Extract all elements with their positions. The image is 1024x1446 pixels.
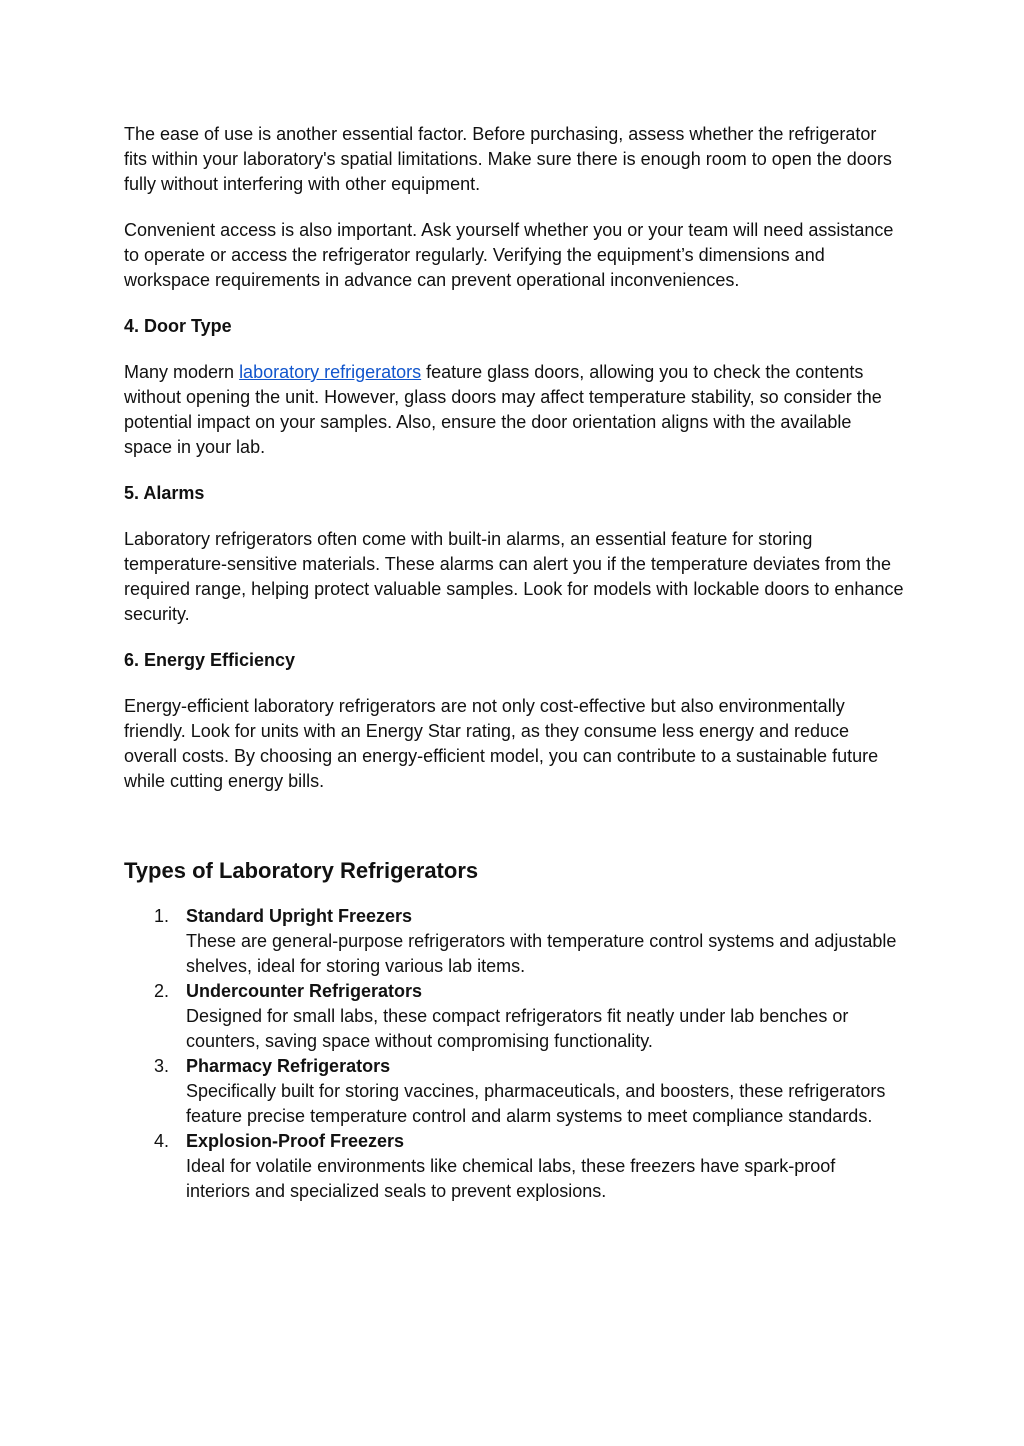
list-item-number: 4. (154, 1131, 170, 1151)
door-type-text-after: feature glass doors, allowing you to check the contents without opening the unit. However, glass doors may affect temperature stability, so consider the potential impact on your samples. Also, ensure the door orientation aligns with the available space in your lab. (124, 362, 882, 457)
alarms-heading: 5. Alarms (124, 483, 205, 503)
list-item (124, 1129, 904, 1204)
alarms-paragraph: Laboratory refrigerators often come with built-in alarms, an essential feature for storing temperature-sensitive materials. These alarms can alert you if the temperature deviates from the required range, helping protect valuable samples. Look for models with lockable doors to enhance security. (124, 529, 904, 624)
list-item (124, 1054, 904, 1129)
intro-paragraph-1: The ease of use is another essential factor. Before purchasing, assess whether the refrigerator fits within your laboratory's spatial limitations. Make sure there is enough room to open the doors fully without interfering with other equipment. (124, 124, 892, 194)
list-item-description: Ideal for volatile environments like chemical labs, these freezers have spark-proof interiors and specialized seals to prevent explosions. (186, 1156, 836, 1201)
list-item-number: 1. (154, 906, 170, 926)
laboratory-refrigerators-link[interactable]: laboratory refrigerators (239, 362, 422, 382)
document-page (124, 122, 904, 1204)
door-type-text-before: Many modern (124, 362, 240, 382)
list-item-description: Specifically built for storing vaccines, pharmaceuticals, and boosters, these refrigerators feature precise temperature control and alarm systems to meet compliance standards. (186, 1081, 886, 1126)
list-item-number: 2. (154, 981, 170, 1001)
list-item-title: Standard Upright Freezers (186, 906, 413, 926)
list-item-description: These are general-purpose refrigerators with temperature control systems and adjustable shelves, ideal for storing various lab items. (186, 931, 897, 976)
intro-paragraph-2: Convenient access is also important. Ask yourself whether you or your team will need assistance to operate or access the refrigerator regularly. Verifying the equipment’s dimensions and workspace requirements in advance can prevent operational inconveniences. (124, 220, 894, 290)
types-section-title: Types of Laboratory Refrigerators (124, 858, 479, 883)
list-item (124, 979, 904, 1054)
energy-efficiency-paragraph: Energy-efficient laboratory refrigerators are not only cost-effective but also environmentally friendly. Look for units with an Energy Star rating, as they consume less energy and reduce overall costs. By choosing an energy-efficient model, you can contribute to a sustainable future while cutting energy bills. (124, 696, 879, 791)
list-item-title: Pharmacy Refrigerators (186, 1056, 391, 1076)
types-list (124, 904, 904, 1204)
energy-efficiency-heading: 6. Energy Efficiency (124, 650, 296, 670)
list-item-title: Explosion-Proof Freezers (186, 1131, 405, 1151)
list-item-description: Designed for small labs, these compact refrigerators fit neatly under lab benches or counters, saving space without compromising functionality. (186, 1006, 849, 1051)
list-item-title: Undercounter Refrigerators (186, 981, 423, 1001)
door-type-paragraph (124, 360, 904, 460)
door-type-heading: 4. Door Type (124, 316, 232, 336)
list-item-number: 3. (154, 1056, 170, 1076)
list-item (124, 904, 904, 979)
